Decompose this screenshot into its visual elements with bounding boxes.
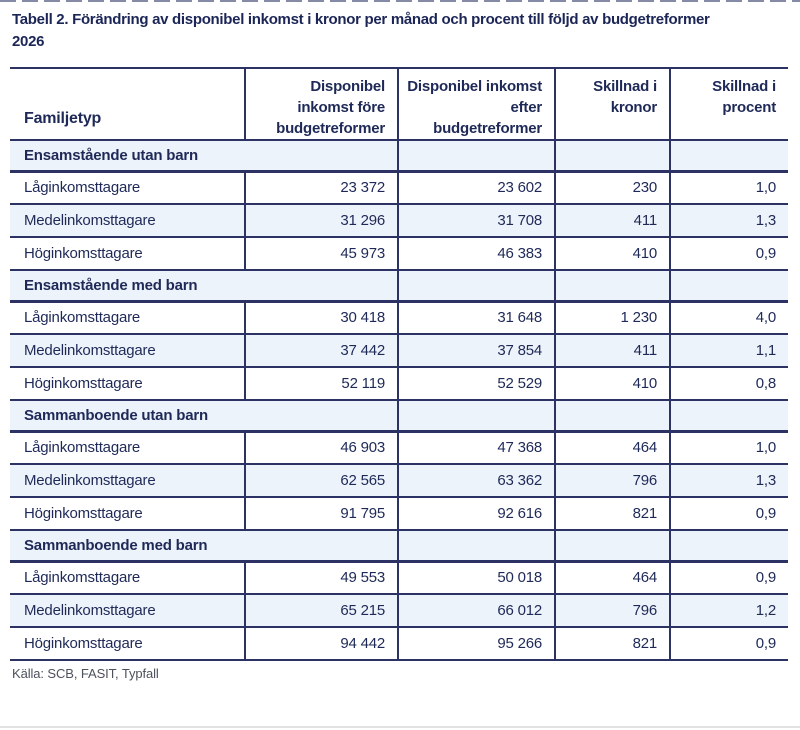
row-value-diff_procent: 1,0 — [670, 431, 788, 464]
row-label: Låginkomsttagare — [10, 561, 245, 594]
row-label: Medelinkomsttagare — [10, 594, 245, 627]
column-header-inkomst-efter: Disponibel inkomst efter budgetreformer — [398, 68, 555, 140]
row-value-before: 45 973 — [245, 237, 398, 270]
table-row — [10, 431, 788, 464]
row-value-diff_procent: 4,0 — [670, 301, 788, 334]
row-value-before: 23 372 — [245, 171, 398, 204]
row-value-after: 31 708 — [398, 204, 555, 237]
row-value-diff_kronor: 1 230 — [555, 301, 670, 334]
section-label: Sammanboende utan barn — [10, 400, 398, 431]
row-value-diff_kronor: 464 — [555, 431, 670, 464]
row-value-after: 63 362 — [398, 464, 555, 497]
row-value-diff_kronor: 230 — [555, 171, 670, 204]
table-row — [10, 464, 788, 497]
income-change-table — [10, 67, 788, 661]
row-value-after: 66 012 — [398, 594, 555, 627]
row-value-after: 50 018 — [398, 561, 555, 594]
column-header-skillnad-kronor: Skillnad i kronor — [555, 68, 670, 140]
section-empty-cell — [398, 530, 555, 561]
row-value-before: 31 296 — [245, 204, 398, 237]
row-value-before: 62 565 — [245, 464, 398, 497]
section-empty-cell — [398, 140, 555, 171]
row-value-after: 37 854 — [398, 334, 555, 367]
row-value-before: 46 903 — [245, 431, 398, 464]
bottom-crop-artifact — [0, 726, 800, 728]
row-value-diff_kronor: 821 — [555, 627, 670, 660]
row-value-diff_procent: 0,9 — [670, 561, 788, 594]
row-value-after: 46 383 — [398, 237, 555, 270]
row-value-after: 92 616 — [398, 497, 555, 530]
row-value-diff_kronor: 410 — [555, 367, 670, 400]
row-value-before: 30 418 — [245, 301, 398, 334]
row-value-after: 23 602 — [398, 171, 555, 204]
row-value-diff_kronor: 410 — [555, 237, 670, 270]
row-value-diff_procent: 1,3 — [670, 464, 788, 497]
section-empty-cell — [670, 270, 788, 301]
row-value-diff_kronor: 796 — [555, 594, 670, 627]
section-label: Sammanboende med barn — [10, 530, 398, 561]
row-value-before: 65 215 — [245, 594, 398, 627]
table-row — [10, 237, 788, 270]
section-empty-cell — [670, 140, 788, 171]
row-value-diff_procent: 1,3 — [670, 204, 788, 237]
row-value-diff_procent: 1,0 — [670, 171, 788, 204]
table-row — [10, 497, 788, 530]
row-label: Låginkomsttagare — [10, 301, 245, 334]
top-crop-artifact — [0, 0, 800, 2]
row-value-diff_procent: 0,9 — [670, 497, 788, 530]
row-value-diff_procent: 1,2 — [670, 594, 788, 627]
page-title: Tabell 2. Förändring av disponibel inkomst i kronor per månad och procent till följd av budgetreformer 2026 — [12, 11, 710, 50]
row-value-after: 95 266 — [398, 627, 555, 660]
row-label: Medelinkomsttagare — [10, 204, 245, 237]
row-value-diff_procent: 0,8 — [670, 367, 788, 400]
table-row — [10, 171, 788, 204]
row-value-diff_procent: 0,9 — [670, 237, 788, 270]
row-label: Höginkomsttagare — [10, 367, 245, 400]
row-value-diff_kronor: 796 — [555, 464, 670, 497]
section-row — [10, 270, 788, 301]
table-body — [10, 140, 788, 660]
row-value-diff_procent: 1,1 — [670, 334, 788, 367]
row-value-diff_kronor: 464 — [555, 561, 670, 594]
section-empty-cell — [555, 530, 670, 561]
table-header — [10, 68, 788, 140]
table-row — [10, 301, 788, 334]
section-empty-cell — [398, 400, 555, 431]
section-label: Ensamstående utan barn — [10, 140, 398, 171]
row-value-before: 94 442 — [245, 627, 398, 660]
row-value-before: 49 553 — [245, 561, 398, 594]
section-empty-cell — [555, 270, 670, 301]
table-row — [10, 367, 788, 400]
row-value-diff_kronor: 821 — [555, 497, 670, 530]
row-label: Låginkomsttagare — [10, 171, 245, 204]
table-row — [10, 627, 788, 660]
section-empty-cell — [670, 400, 788, 431]
table-row — [10, 334, 788, 367]
row-value-before: 37 442 — [245, 334, 398, 367]
section-empty-cell — [398, 270, 555, 301]
row-value-diff_kronor: 411 — [555, 204, 670, 237]
section-empty-cell — [670, 530, 788, 561]
row-value-after: 31 648 — [398, 301, 555, 334]
row-value-diff_procent: 0,9 — [670, 627, 788, 660]
column-header-inkomst-fore: Disponibel inkomst före budgetreformer — [245, 68, 398, 140]
section-label: Ensamstående med barn — [10, 270, 398, 301]
row-label: Medelinkomsttagare — [10, 334, 245, 367]
row-value-after: 47 368 — [398, 431, 555, 464]
section-row — [10, 140, 788, 171]
section-row — [10, 400, 788, 431]
row-value-before: 91 795 — [245, 497, 398, 530]
table-row — [10, 594, 788, 627]
table-row — [10, 204, 788, 237]
column-header-familjetyp: Familjetyp — [10, 68, 245, 140]
section-empty-cell — [555, 400, 670, 431]
row-label: Höginkomsttagare — [10, 497, 245, 530]
column-header-skillnad-procent: Skillnad i procent — [670, 68, 788, 140]
table-row — [10, 561, 788, 594]
row-value-after: 52 529 — [398, 367, 555, 400]
row-label: Höginkomsttagare — [10, 237, 245, 270]
row-label: Medelinkomsttagare — [10, 464, 245, 497]
section-empty-cell — [555, 140, 670, 171]
source-note: Källa: SCB, FASIT, Typfall — [12, 666, 159, 681]
section-row — [10, 530, 788, 561]
row-value-diff_kronor: 411 — [555, 334, 670, 367]
header-row — [10, 68, 788, 140]
row-label: Höginkomsttagare — [10, 627, 245, 660]
row-value-before: 52 119 — [245, 367, 398, 400]
row-label: Låginkomsttagare — [10, 431, 245, 464]
